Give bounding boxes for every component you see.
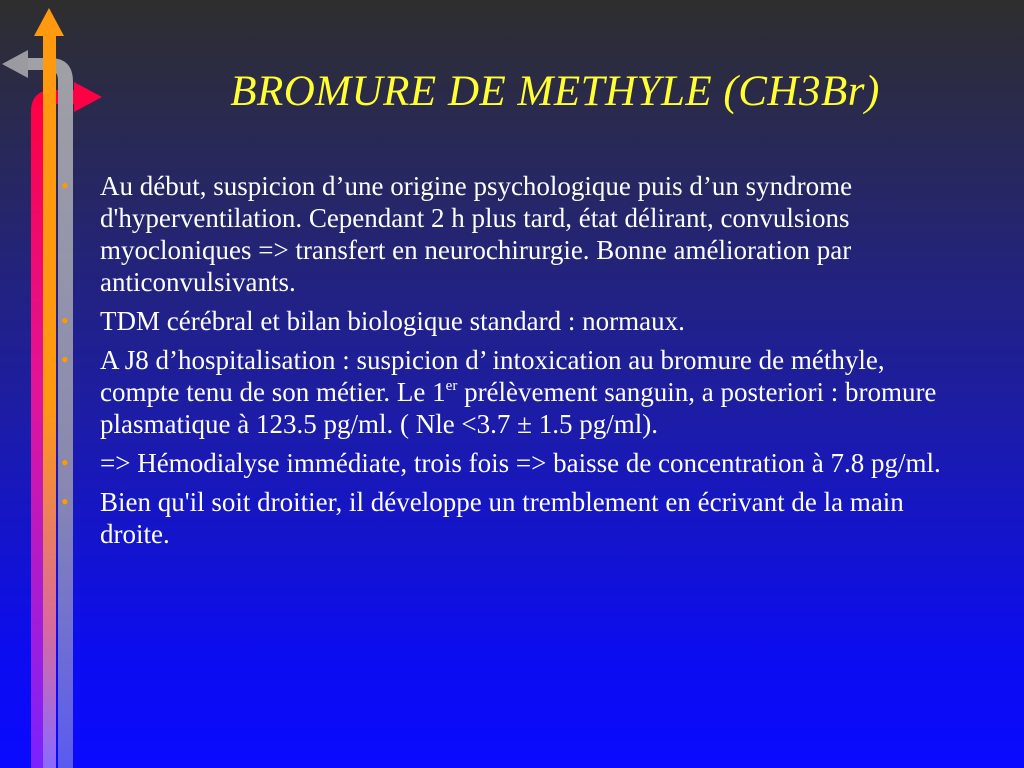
bullet-icon: • <box>61 489 69 514</box>
bullet-icon: • <box>61 173 69 198</box>
bullet-icon: • <box>61 308 69 333</box>
bullet-text-end: prélèvement sanguin, a posteriori : bromure plasmatique à 123.5 pg/ml. ( Nle <3.7 ± 1.5 pg/ml). <box>100 377 937 439</box>
slide-title: BROMURE DE METHYLE (CH3Br) <box>230 68 880 115</box>
bullet-icon: • <box>61 347 69 372</box>
bullet-text: Au début, suspicion d’une origine psychologique puis d’un syndrome d'hyperventilation. Cependant 2 h plus tard, état délirant, convulsions myocloniques => transfert en neurochirurgie. Bonne amélioration par anticonvulsivants. <box>100 171 853 297</box>
bullet-text-start: A J8 d’hospitalisation : suspicion d’ intoxication au bromure de méthyle, compte tenu de son métier. Le 1 <box>100 345 885 407</box>
bullet-item <box>58 486 958 550</box>
bullet-item <box>58 447 958 479</box>
bullet-item <box>58 344 958 440</box>
bullet-list <box>58 170 958 557</box>
bullet-text: => Hémodialyse immédiate, trois fois => baisse de concentration à 7.8 pg/ml. <box>100 448 941 478</box>
bullet-text: TDM cérébral et bilan biologique standard : normaux. <box>100 306 685 336</box>
bullet-text: Bien qu'il soit droitier, il développe un tremblement en écrivant de la main droite. <box>100 487 904 549</box>
bullet-icon: • <box>61 450 69 475</box>
bullet-item <box>58 305 958 337</box>
bullet-item <box>58 170 958 298</box>
superscript-er: er <box>445 378 458 394</box>
